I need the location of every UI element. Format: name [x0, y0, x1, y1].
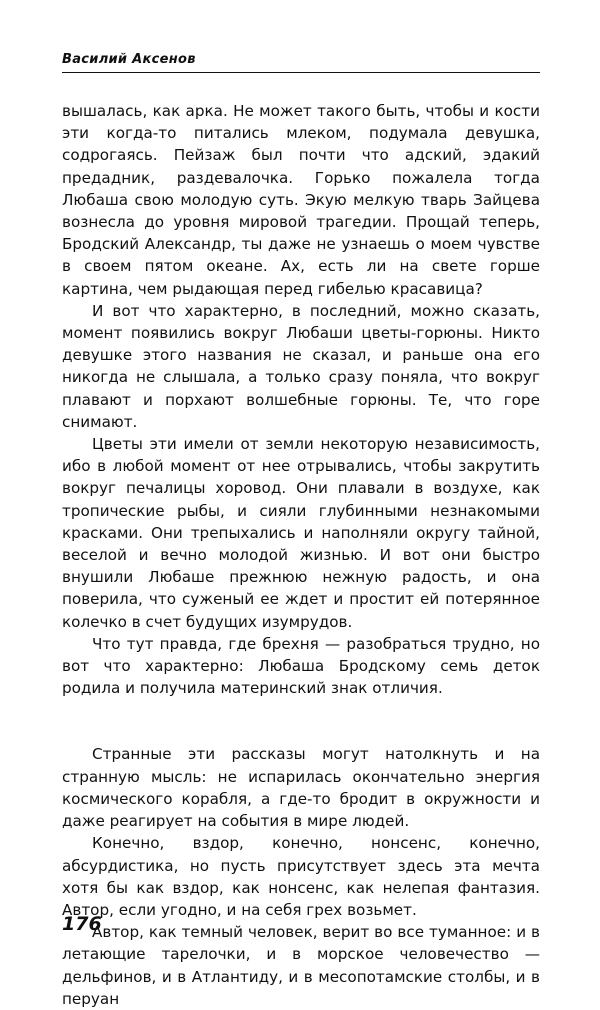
- paragraph: вышалась, как арка. Не может такого быть, чтобы и кости эти когда-то питались млеком, подумала девушка, содрогаясь. Пейзаж был почти что адский, эдакий предадник, раздевалочка. Горько пожалела тогда Любаша свою молодую суть. Экую мелкую тварь Зайцева вознесла до уровня мировой трагедии. Прощай теперь, Бродский Александр, ты даже не узнаешь о моем чувстве в своем пятом океане. Ах, есть ли на свете горше картина, чем рыдающая перед гибелью красавица?: [62, 102, 540, 298]
- paragraph: Странные эти рассказы могут натолкнуть и на странную мысль: не испарилась окончательно энергия космического корабля, а где-то бродит в окружности и даже реагирует на события в мире людей.: [62, 745, 540, 831]
- paragraph: Что тут правда, где брехня — разобраться трудно, но вот что характерно: Любаша Бродскому семь деток родила и получила материнский знак отличия.: [62, 634, 540, 698]
- paragraph: Конечно, вздор, конечно, нонсенс, конечно, абсурдистика, но пусть присутствует здесь эта мечта хотя бы как вздор, как нонсенс, как нелепая фантазия. Автор, если угодно, и на себя грех возьмет.: [62, 834, 540, 919]
- page-number: 176: [62, 913, 102, 935]
- body-text: [62, 100, 540, 1010]
- paragraph: И вот что характерно, в последний, можно сказать, момент появились вокруг Любаши цветы-горюны. Никто девушке этого названия не сказал, и раньше она его никогда не слышала, а только сразу поняла, что вокруг плавают и порхают волшебные горюны. Те, что горе снимают.: [62, 301, 540, 431]
- paragraph: Автор, как темный человек, верит во все туманное: и в летающие тарелочки, и в морское человечество — дельфинов, и в Атлантиду, и в месопотамские столбы, и в перуан: [62, 923, 540, 1008]
- header-rule: [62, 72, 540, 73]
- paragraph: Цветы эти имели от земли некоторую независимость, ибо в любой момент от нее отрывались, чтобы закрутить вокруг печалицы хоровод. Они плавали в воздухе, как тропические рыбы, и сияли глубинными незнакомыми красками. Они трепыхались и наполняли округу тайной, веселой и вечно молодой жизнью. И вот они быстро внушили Любаше прежнюю нежную радость, и она поверила, что суженый ее ждет и простит ей потерянное колечко в счет будущих изумрудов.: [62, 435, 540, 631]
- section-break: [62, 699, 540, 743]
- running-head-author: Василий Аксенов: [62, 52, 196, 67]
